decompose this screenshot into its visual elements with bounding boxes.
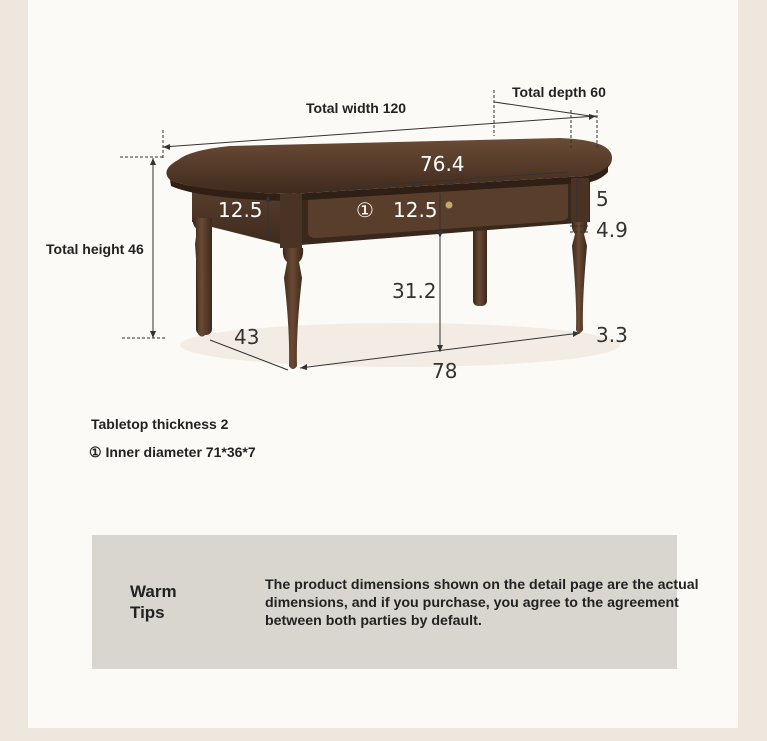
warm-tips-title: Warm Tips: [130, 582, 177, 622]
total-depth-label: Total depth 60: [512, 84, 606, 100]
length-bottom-dimension: 78: [432, 359, 458, 383]
leg-foot-dimension: 3.3: [596, 323, 628, 347]
front-leg-right: [572, 222, 587, 333]
drawer-marker: ①: [356, 198, 374, 222]
front-corner-post: [280, 194, 302, 248]
side-panel-height-dimension: 12.5: [218, 198, 263, 222]
leg-height-dimension: 31.2: [392, 279, 437, 303]
tabletop-thickness-note: Tabletop thickness 2: [91, 416, 229, 432]
total-width-label: Total width 120: [306, 100, 407, 116]
right-mid-dimension: 4.9: [596, 218, 628, 242]
right-corner-post: [571, 178, 589, 222]
warm-tips-box: [92, 535, 699, 669]
back-leg-right: [473, 222, 487, 306]
drawer-knob: [446, 202, 453, 209]
inner-diameter-note: ① Inner diameter 71*36*7: [89, 444, 256, 460]
drawer-height-dimension: 12.5: [393, 198, 438, 222]
depth-bottom-dimension: 43: [234, 325, 260, 349]
warm-tips-text: The product dimensions shown on the detail page are the actual dimensions, and if you purchase, you agree to the agreement between both parties by default.: [265, 577, 699, 629]
drawer-width-dimension: 76.4: [420, 152, 465, 176]
right-top-dimension: 5: [596, 187, 609, 211]
total-height-label: Total height 46: [46, 241, 144, 257]
